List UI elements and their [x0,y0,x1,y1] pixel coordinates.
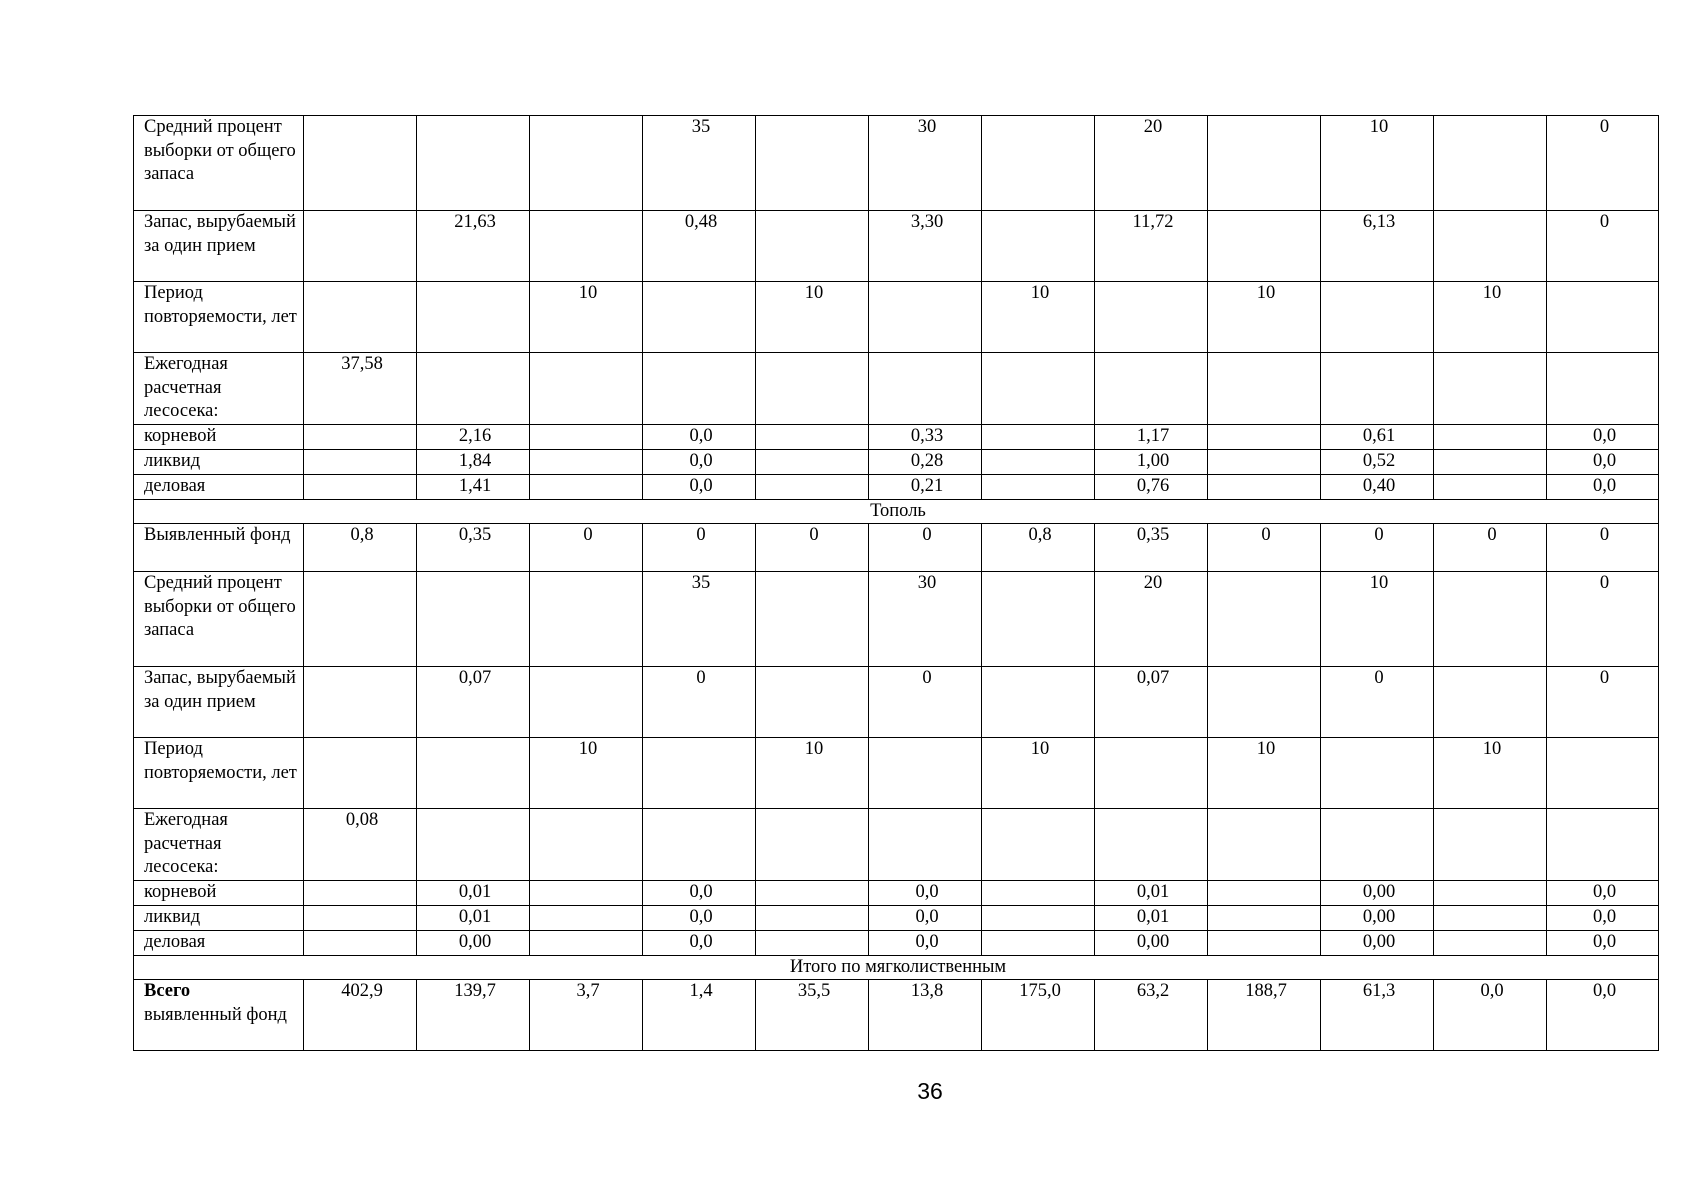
row-label: Ежегодная расчетная лесосека: [134,353,304,425]
table-cell [530,667,643,738]
table-cell [530,809,643,881]
table-cell [304,282,417,353]
table-cell: 0 [643,524,756,572]
table-cell [1095,738,1208,809]
table-row [134,353,1659,425]
table-cell: 11,72 [1095,211,1208,282]
table-cell: 0,21 [869,474,982,499]
table-cell [1434,211,1547,282]
table-cell: 0 [1547,211,1659,282]
table-cell [1095,282,1208,353]
table-cell: 0,0 [643,880,756,905]
table-cell: 0,0 [1547,980,1659,1051]
table-cell: 0,0 [643,449,756,474]
table-cell: 0,01 [1095,905,1208,930]
table-row [134,667,1659,738]
table-cell: 139,7 [417,980,530,1051]
table-cell: 35 [643,572,756,667]
table-cell [869,282,982,353]
table-cell [1547,738,1659,809]
table-row [134,980,1659,1051]
table-cell: 0,0 [1547,880,1659,905]
table-cell [1208,211,1321,282]
table-cell [1095,353,1208,425]
table-cell: 0,01 [417,880,530,905]
table-cell: 0,0 [643,930,756,955]
table-cell: 0 [1321,524,1434,572]
table-cell: 0,35 [1095,524,1208,572]
table-cell [530,880,643,905]
table-cell: 402,9 [304,980,417,1051]
row-label: Период повторяемости, лет [134,738,304,809]
table-cell: 10 [756,282,869,353]
table-cell [1434,572,1547,667]
table-cell [982,449,1095,474]
table-cell: 10 [756,738,869,809]
table-cell: 0 [530,524,643,572]
table-cell [982,353,1095,425]
table-cell: 0,33 [869,424,982,449]
table-cell [756,930,869,955]
table-cell [1434,930,1547,955]
row-label: ликвид [134,905,304,930]
table-cell: 0,35 [417,524,530,572]
table-row [134,474,1659,499]
table-cell [417,809,530,881]
table-row [134,738,1659,809]
table-cell [304,667,417,738]
row-label: деловая [134,474,304,499]
table-cell: 0 [1547,524,1659,572]
table-cell [756,211,869,282]
table-cell [1208,667,1321,738]
table-cell [1547,809,1659,881]
table-cell: 63,2 [1095,980,1208,1051]
table-cell: 0,40 [1321,474,1434,499]
table-cell [869,738,982,809]
table-cell: 0,0 [1547,424,1659,449]
section-title: Тополь [134,499,1659,524]
table-cell [530,449,643,474]
table-cell: 3,30 [869,211,982,282]
row-label: ликвид [134,449,304,474]
table-cell [982,474,1095,499]
row-label: Запас, вырубаемый за один прием [134,211,304,282]
table-cell [756,809,869,881]
table-cell [982,116,1095,211]
table-cell [982,211,1095,282]
table-cell: 37,58 [304,353,417,425]
table-cell: 0,0 [869,880,982,905]
row-label-text: выявленный фонд [144,1004,287,1025]
table-row [134,930,1659,955]
table-cell: 0,76 [1095,474,1208,499]
table-row [134,524,1659,572]
table-cell [1434,905,1547,930]
row-label: деловая [134,930,304,955]
table-cell [756,572,869,667]
table-cell [1434,116,1547,211]
table-cell [304,116,417,211]
table-cell: 0,28 [869,449,982,474]
table-cell: 35 [643,116,756,211]
table-cell: 0 [1547,572,1659,667]
table-cell [756,880,869,905]
table-cell: 0 [1208,524,1321,572]
table-cell: 10 [1321,116,1434,211]
table-cell: 13,8 [869,980,982,1051]
table-cell [1208,809,1321,881]
table-cell: 0 [1434,524,1547,572]
section-row [134,955,1659,980]
table-cell: 0,07 [417,667,530,738]
table-cell: 0,0 [869,930,982,955]
table-cell: 0,0 [1434,980,1547,1051]
table-cell [982,930,1095,955]
table-cell [1208,905,1321,930]
table-cell [756,116,869,211]
table-cell: 2,16 [417,424,530,449]
table-cell [304,211,417,282]
section-row [134,499,1659,524]
table-cell [417,738,530,809]
row-label: Средний процент выборки от общего запаса [134,116,304,211]
table-cell: 20 [1095,116,1208,211]
table-cell [530,211,643,282]
table-cell: 0 [756,524,869,572]
table-cell [530,474,643,499]
table-cell: 10 [530,738,643,809]
row-label [134,980,304,1051]
row-label: Период повторяемости, лет [134,282,304,353]
table-cell: 0,0 [869,905,982,930]
table-cell: 0,07 [1095,667,1208,738]
table-cell [756,667,869,738]
table-cell: 0,01 [1095,880,1208,905]
table-cell [1434,424,1547,449]
table-cell [417,572,530,667]
table-cell [530,353,643,425]
table-cell: 0,01 [417,905,530,930]
table-body [134,116,1659,1051]
table-cell [643,738,756,809]
table-cell [756,353,869,425]
table-cell [982,424,1095,449]
table-cell [1434,809,1547,881]
table-cell [1095,809,1208,881]
table-cell [1547,282,1659,353]
table-cell [982,905,1095,930]
table-cell [756,449,869,474]
table-row [134,880,1659,905]
table-cell: 0,0 [1547,905,1659,930]
table-cell: 30 [869,116,982,211]
table-cell [643,809,756,881]
table-cell [417,282,530,353]
table-cell: 0,0 [643,905,756,930]
table-cell: 10 [982,738,1095,809]
table-cell: 0,52 [1321,449,1434,474]
table-cell: 0,00 [1321,880,1434,905]
row-label: корневой [134,424,304,449]
table-row [134,449,1659,474]
table-cell [530,116,643,211]
table-cell [304,474,417,499]
table-cell: 0 [1547,116,1659,211]
table-cell [1208,474,1321,499]
section-title: Итого по мягколиственным [134,955,1659,980]
table-cell: 0,61 [1321,424,1434,449]
table-cell [530,424,643,449]
table-cell: 6,13 [1321,211,1434,282]
table-cell [1208,353,1321,425]
table-cell [530,930,643,955]
table-cell: 0,0 [643,474,756,499]
table-cell: 10 [1434,738,1547,809]
row-label: корневой [134,880,304,905]
table-cell [643,282,756,353]
table-cell [643,353,756,425]
table-cell [1434,353,1547,425]
table-cell: 0,8 [304,524,417,572]
table-cell [530,905,643,930]
table-cell [1208,930,1321,955]
table-cell [304,880,417,905]
table-cell: 0,00 [1095,930,1208,955]
table-cell: 10 [1208,738,1321,809]
table-cell [982,667,1095,738]
table-cell: 1,00 [1095,449,1208,474]
table-cell [756,905,869,930]
table-row [134,905,1659,930]
table-cell: 10 [530,282,643,353]
table-cell [869,353,982,425]
table-cell: 1,17 [1095,424,1208,449]
table-cell [1321,353,1434,425]
table-cell: 188,7 [1208,980,1321,1051]
table-cell: 0 [643,667,756,738]
table-cell: 0,08 [304,809,417,881]
table-cell [1208,449,1321,474]
table-cell [1434,474,1547,499]
table-cell [417,353,530,425]
table-row [134,424,1659,449]
table-cell: 0 [1321,667,1434,738]
table-row [134,809,1659,881]
table-cell [756,424,869,449]
table-cell [304,424,417,449]
table-cell [304,930,417,955]
table-cell [1434,880,1547,905]
table-cell: 0,00 [1321,905,1434,930]
table-cell [1321,282,1434,353]
table-cell [1321,738,1434,809]
table-cell: 0,0 [1547,449,1659,474]
row-label: Ежегодная расчетная лесосека: [134,809,304,881]
forest-stock-table [133,115,1659,1051]
table-cell: 10 [982,282,1095,353]
table-cell: 0 [1547,667,1659,738]
table-cell: 21,63 [417,211,530,282]
table-cell: 30 [869,572,982,667]
table-cell [1208,116,1321,211]
table-cell [869,809,982,881]
table-cell: 3,7 [530,980,643,1051]
table-row [134,282,1659,353]
table-cell: 35,5 [756,980,869,1051]
table-cell: 0 [869,524,982,572]
table-cell [1547,353,1659,425]
table-cell [304,738,417,809]
table-cell [304,905,417,930]
table-cell [1208,424,1321,449]
table-cell: 1,4 [643,980,756,1051]
page-number: 36 [917,1078,943,1104]
table-cell [982,809,1095,881]
table-cell [1434,449,1547,474]
table-row [134,211,1659,282]
row-label: Средний процент выборки от общего запаса [134,572,304,667]
table-cell [982,880,1095,905]
table-cell [1321,809,1434,881]
table-cell: 0,0 [1547,474,1659,499]
table-cell: 0,00 [417,930,530,955]
row-label: Запас, вырубаемый за один прием [134,667,304,738]
table-cell: 0,0 [1547,930,1659,955]
table-cell: 0,48 [643,211,756,282]
table-cell: 1,84 [417,449,530,474]
table-cell [982,572,1095,667]
table-cell: 175,0 [982,980,1095,1051]
table-cell [417,116,530,211]
table-row [134,572,1659,667]
table-cell [1208,572,1321,667]
table-cell: 0,0 [643,424,756,449]
table-cell: 0 [869,667,982,738]
table-cell: 61,3 [1321,980,1434,1051]
table-cell [304,572,417,667]
table-row [134,116,1659,211]
table-cell: 0,00 [1321,930,1434,955]
table-cell [530,572,643,667]
table-cell: 10 [1208,282,1321,353]
table-cell: 1,41 [417,474,530,499]
table-cell [1208,880,1321,905]
table-cell [1434,667,1547,738]
table-cell [304,449,417,474]
table-cell: 0,8 [982,524,1095,572]
table-cell: 10 [1434,282,1547,353]
table-cell [756,474,869,499]
table-cell: 20 [1095,572,1208,667]
row-label: Выявленный фонд [134,524,304,572]
row-label-bold: Всего [144,981,191,1001]
table-cell: 10 [1321,572,1434,667]
